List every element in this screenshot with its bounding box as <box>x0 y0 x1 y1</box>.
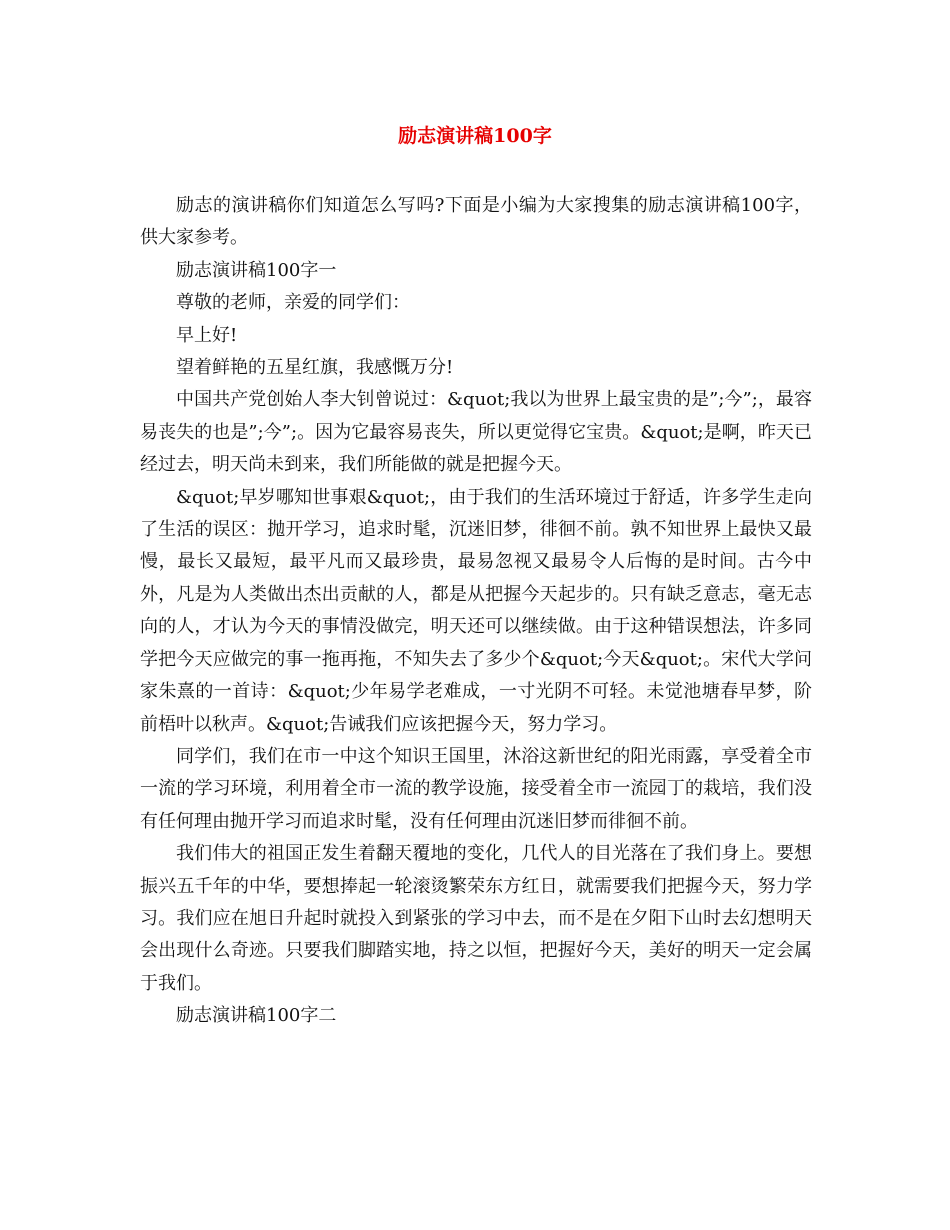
body-paragraph: 望着鲜艳的五星红旗，我感慨万分! <box>176 357 454 379</box>
document-title: 励志演讲稿100字 <box>398 125 552 147</box>
body-paragraph: &quot;早岁哪知世事艰&quot;，由于我们的生活环境过于舒适，许多学生走向了生活的误区：抛开学习，追求时髦，沉迷旧梦，徘徊不前。孰不知世界上最快又最慢，最长又最短，最平凡而又最珍贵，最易忽视又最易令人后悔的是时间。古今中外，凡是为人类做出杰出贡献的人，都是从把握今天起步的。只有缺乏意志，毫无志向的人，才认为今天的事情没做完，明天还可以继续做。由于这种错误想法，许多同学把今天应做完的事一拖再拖，不知失去了多少个&quot;今天&quot;。宋代大学问家朱熹的一首诗：&quot;少年易学老难成，一寸光阴不可轻。未觉池塘春早梦，阶前梧叶以秋声。&quot;告诫我们应该把握今天，努力学习。 <box>140 486 812 735</box>
salutation-paragraph: 尊敬的老师，亲爱的同学们： <box>176 292 410 314</box>
document-body <box>140 190 812 1033</box>
section-heading-2: 励志演讲稿100字二 <box>176 1005 337 1027</box>
body-paragraph: 中国共产党创始人李大钊曾说过：&quot;我以为世界上最宝贵的是”;今”;，最容易丧失的也是”;今”;。因为它最容易丧失，所以更觉得它宝贵。&quot;是啊，昨天已经过去，明天尚未到来，我们所能做的就是把握今天。 <box>140 389 812 476</box>
greeting-paragraph: 早上好! <box>176 324 238 346</box>
intro-paragraph: 励志的演讲稿你们知道怎么写吗?下面是小编为大家搜集的励志演讲稿100字，供大家参考。 <box>140 195 812 249</box>
body-paragraph: 我们伟大的祖国正发生着翻天覆地的变化，几代人的目光落在了我们身上。要想振兴五千年的中华，要想捧起一轮滚烫繁荣东方红日，就需要我们把握今天，努力学习。我们应在旭日升起时就投入到紧张的学习中去，而不是在夕阳下山时去幻想明天会出现什么奇迹。只要我们脚踏实地，持之以恒，把握好今天，美好的明天一定会属于我们。 <box>140 843 812 994</box>
section-heading-1: 励志演讲稿100字一 <box>176 259 337 281</box>
body-paragraph: 同学们，我们在市一中这个知识王国里，沐浴这新世纪的阳光雨露，享受着全市一流的学习环境，利用着全市一流的教学设施，接受着全市一流园丁的栽培，我们没有任何理由抛开学习而追求时髦，没有任何理由沉迷旧梦而徘徊不前。 <box>140 745 812 832</box>
